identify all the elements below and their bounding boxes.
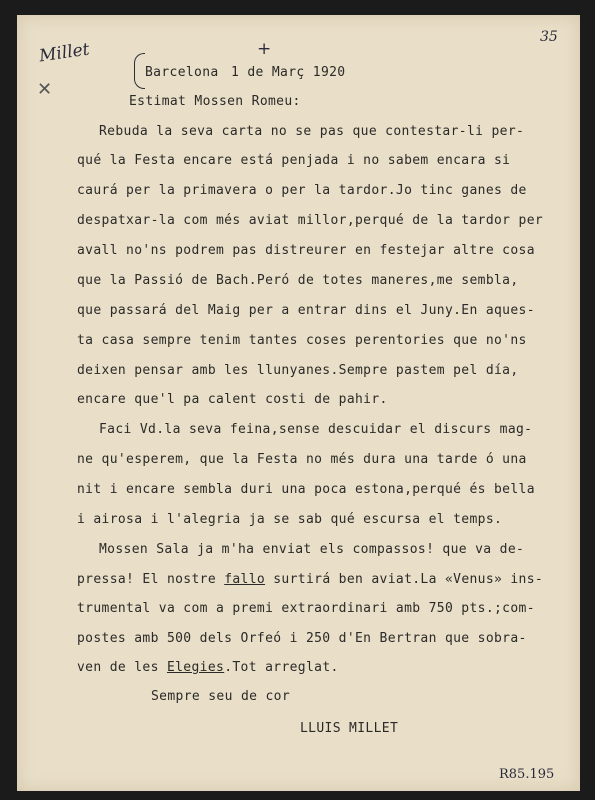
p1-line: despatxar-la com més aviat millor,perqué de la tardor per <box>77 213 544 228</box>
handwritten-plus-mark: + <box>257 39 272 59</box>
p1-line: que passará del Maig per a entrar dins el Juny.En aques- <box>77 303 535 318</box>
handwritten-name: Millet <box>37 39 91 67</box>
underlined-word: fallo <box>224 572 266 587</box>
letter-salutation: Estimat Mossen Romeu: <box>129 94 301 109</box>
p3-text: surtirá ben aviat.La «Venus» ins- <box>265 572 544 587</box>
p3-line <box>77 572 543 587</box>
p3-line: postes amb 500 dels Orfeó i 250 d'En Bertran que sobra- <box>77 631 527 646</box>
handwritten-parenthesis <box>134 53 145 89</box>
p1-line: que la Passió de Bach.Peró de totes maneres,me sembla, <box>77 273 519 288</box>
p2-line: nit i encare sembla duri una poca estona,perqué és bella <box>77 482 535 497</box>
p1-line: Rebuda la seva carta no se pas que contestar-li per- <box>99 124 525 139</box>
letter-closing: Sempre seu de cor <box>151 689 291 704</box>
handwritten-page-number: 35 <box>540 29 558 45</box>
p1-line: caurá per la primavera o per la tardor.Jo tinc ganes de <box>77 183 527 198</box>
p2-line: Faci Vd.la seva feina,sense descuidar el discurs mag- <box>99 422 533 437</box>
p1-line: deixen pensar amb les llunyanes.Sempre pastem pel día, <box>77 363 519 378</box>
p3-text: .Tot arreglat. <box>224 660 339 675</box>
p3-line <box>77 660 339 675</box>
letter-page <box>17 15 580 791</box>
archive-reference: R85.195 <box>499 767 555 782</box>
p3-text: pressa! El nostre <box>77 572 225 587</box>
p2-line: ne qu'esperem, que la Festa no més dura una tarde ó una <box>77 452 527 467</box>
p2-line: i airosa i l'alegria ja se sab qué escursa el temps. <box>77 512 503 527</box>
p3-line: Mossen Sala ja m'ha enviat els compassos! que va de- <box>99 542 525 557</box>
p1-line: qué la Festa encare está penjada i no sabem encara si <box>77 153 511 168</box>
p3-line: trumental va com a premi extraordinari amb 750 pts.;com- <box>77 601 535 616</box>
p1-line: avall no'ns podrem pas distreurer en festejar altre cosa <box>77 243 535 258</box>
p1-line: encare que'l pa calent costi de pahir. <box>77 392 388 407</box>
p3-text: ven de les <box>77 660 167 675</box>
letter-place: Barcelona <box>145 65 219 80</box>
letter-signature: LLUIS MILLET <box>300 721 399 736</box>
letter-date: 1 de Març 1920 <box>231 65 346 80</box>
cross-mark-icon: ✕ <box>37 79 53 100</box>
p1-line: ta casa sempre tenim tantes coses perentories que no'ns <box>77 333 527 348</box>
underlined-word: Elegies <box>166 660 225 675</box>
